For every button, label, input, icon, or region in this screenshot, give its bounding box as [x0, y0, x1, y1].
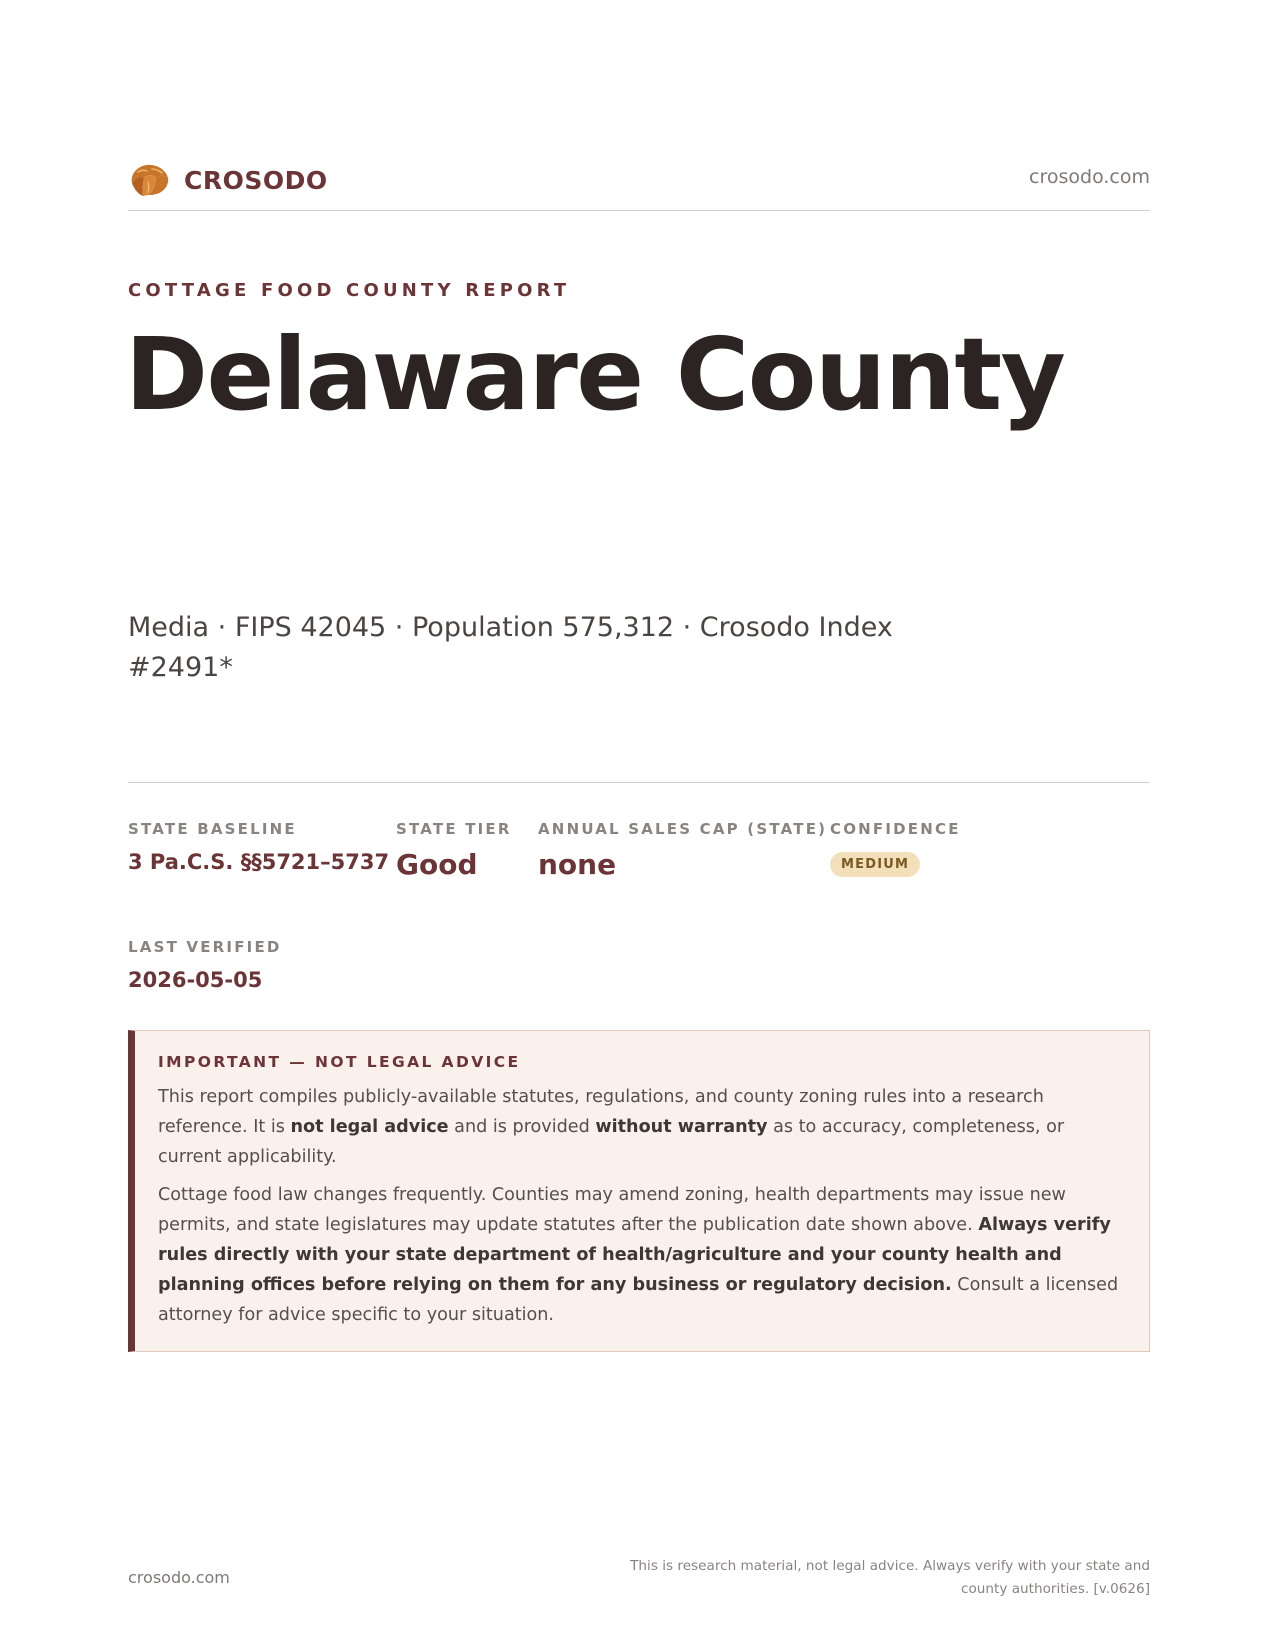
brand [128, 161, 328, 199]
header-domain: crosodo.com [1029, 166, 1150, 188]
report-page [125, 0, 1150, 1650]
stat-confidence [830, 820, 961, 877]
notice-text: This report compiles publicly-available statutes, regulations, and county zoning rules into a research reference. It is [158, 1087, 1044, 1137]
report-eyebrow: COTTAGE FOOD COUNTY REPORT [128, 280, 571, 301]
section-divider [128, 782, 1150, 783]
brand-name: CROSODO [184, 165, 328, 195]
stat-value: 3 Pa.C.S. §§5721–5737 [128, 850, 390, 874]
report-subtitle: Media · FIPS 42045 · Population 575,312 · Crosodo Index #2491* [128, 612, 893, 683]
stat-label: ANNUAL SALES CAP (STATE) [538, 820, 828, 838]
stat-label: LAST VERIFIED [128, 938, 282, 956]
footer-domain: crosodo.com [128, 1568, 230, 1587]
notice-text: and is provided [448, 1116, 596, 1137]
notice-paragraph-1 [158, 1083, 1125, 1172]
footer-disclaimer: This is research material, not legal advice. Always verify with your state and county authorities. [v.0626] [630, 1558, 1150, 1597]
croissant-icon [128, 161, 172, 199]
notice-emphasis: without warranty [595, 1116, 768, 1137]
stat-last-verified [128, 938, 282, 992]
stat-state-tier [396, 820, 512, 881]
stat-value: Good [396, 848, 478, 881]
notice-title: IMPORTANT — NOT LEGAL ADVICE [158, 1053, 521, 1071]
stat-value: 2026-05-05 [128, 968, 263, 992]
page-header [128, 158, 1150, 211]
notice-text: Cottage food law changes frequently. Counties may amend zoning, health departments may issue new permits, and state legislatures may update statutes after the publication date shown above. [158, 1185, 1066, 1236]
stat-label: STATE BASELINE [128, 820, 297, 838]
page-title: Delaware County [125, 316, 1065, 433]
stat-label: CONFIDENCE [830, 820, 961, 838]
notice-emphasis: Always verify rules directly with your state department of health/agriculture and your county health and planning offices before relying on them for any business or regulatory decision. [158, 1215, 1111, 1295]
legal-notice [128, 1030, 1150, 1352]
notice-paragraph-2 [158, 1181, 1125, 1330]
notice-text: Consult a licensed attorney for advice specific to your situation. [158, 1274, 1119, 1325]
notice-text: as to accuracy, completeness, or current applicability. [158, 1116, 1065, 1167]
stat-label: STATE TIER [396, 820, 512, 838]
stat-value: none [538, 848, 617, 881]
confidence-badge: MEDIUM [830, 852, 920, 877]
notice-emphasis: not legal advice [290, 1116, 449, 1137]
stat-state-baseline [128, 820, 389, 874]
stat-annual-sales-cap [538, 820, 827, 881]
